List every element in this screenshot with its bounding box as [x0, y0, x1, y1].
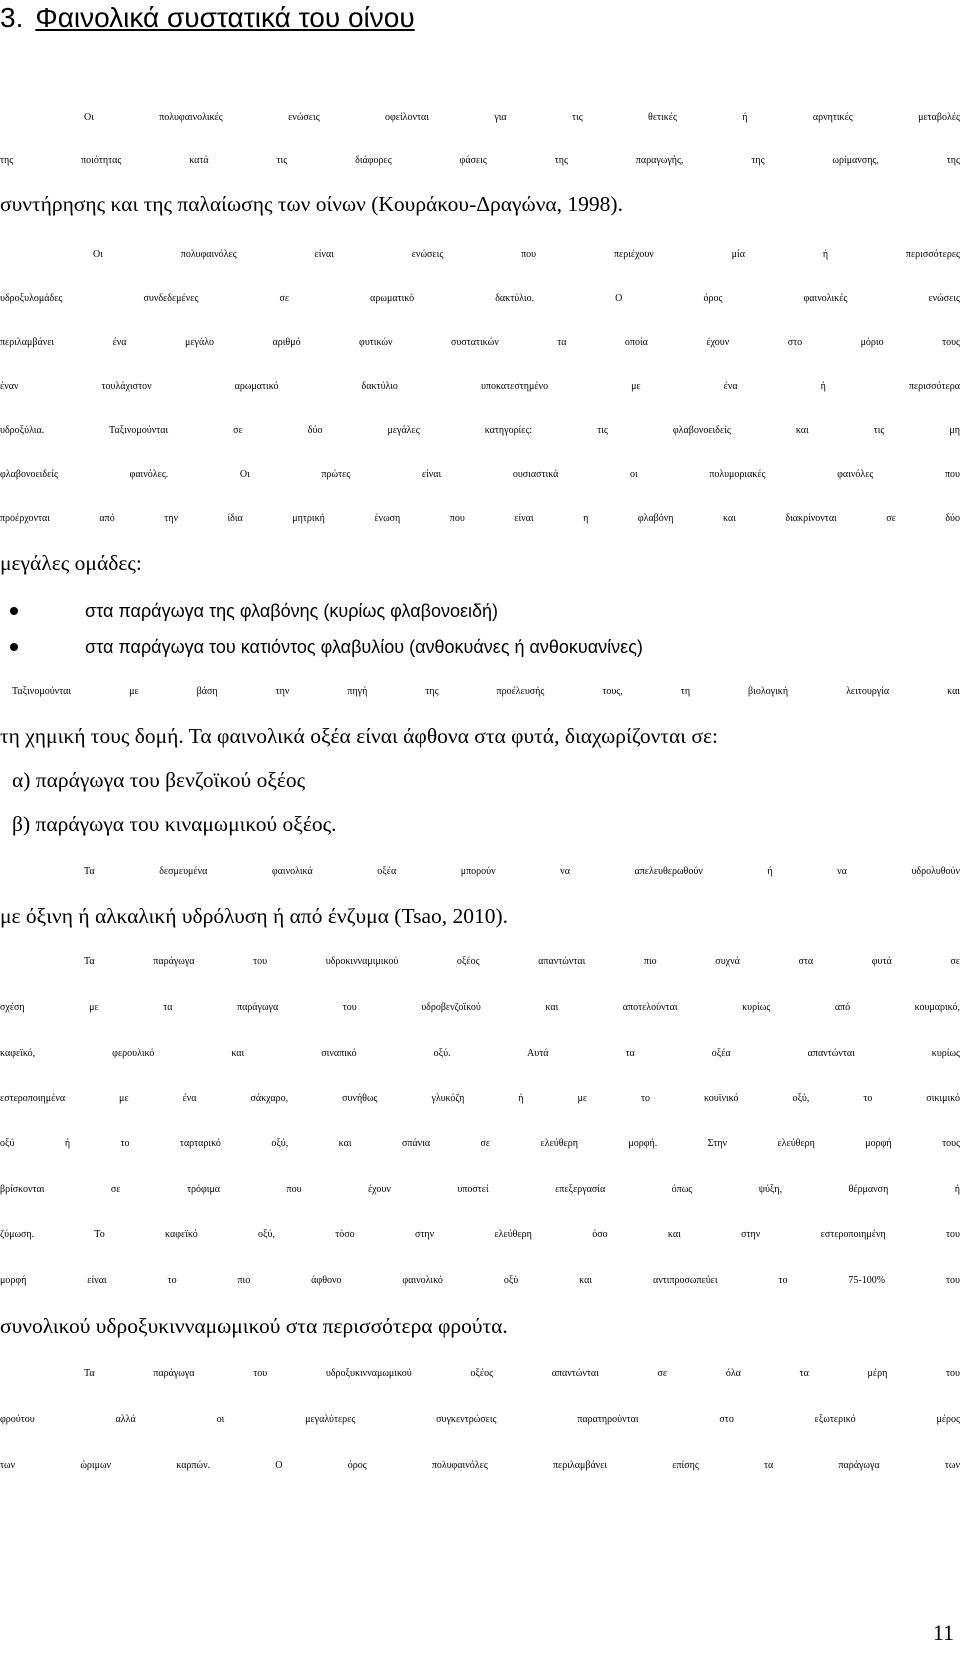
paragraph-line: τη χημική τους δομή. Τα φαινολικά οξέα είναι άφθονα στα φυτά, διαχωρίζονται σε:	[0, 724, 718, 748]
paragraph-line: φλαβονοειδείς φαινόλες. Οι πρώτες είναι ουσιαστικά οι πολυμοριακές φαινόλες που	[0, 469, 960, 480]
paragraph-line: συνολικού υδροξυκινναμωμικού στα περισσότερα φρούτα.	[0, 1314, 508, 1338]
bullet-dot-icon	[10, 643, 18, 651]
paragraph-line: της ποιότητας κατά τις διάφορες φάσεις της παραγωγής, της ωρίμανσης, της	[0, 155, 960, 166]
paragraph-line: α) παράγωγα του βενζοϊκού οξέος	[12, 768, 306, 792]
paragraph-line: Τα παράγωγα του υδροκινναμιμικού οξέος απαντώνται πιο συχνά στα φυτά σε	[84, 956, 960, 967]
paragraph-line: βρίσκονται σε τρόφιμα που έχουν υποστεί επεξεργασία όπως ψύξη, θέρμανση ή	[0, 1184, 960, 1195]
paragraph-line: Οι πολυφαινόλες είναι ενώσεις που περιέχουν μία ή περισσότερες	[93, 249, 960, 260]
paragraph-line: υδροξύλια. Ταξινομούνται σε δύο μεγάλες κατηγορίες: τις φλαβονοειδείς και τις μη	[0, 425, 960, 436]
paragraph-line: Οι πολυφαινολικές ενώσεις οφείλονται για τις θετικές ή αρνητικές μεταβολές	[84, 112, 960, 123]
paragraph-line: έναν τουλάχιστον αρωματικό δακτύλιο υποκατεστημένο με ένα ή περισσότερα	[0, 381, 960, 392]
section-number: 3.	[0, 2, 24, 33]
paragraph-line: περιλαμβάνει ένα μεγάλο αριθμό φυτικών συστατικών τα οποία έχουν στο μόριο τους	[0, 337, 960, 348]
paragraph-line: μορφή είναι το πιο άφθονο φαινολικό οξύ και αντιπροσωπεύει το 75-100% του	[0, 1275, 960, 1286]
bullet-text: στα παράγωγα του κατιόντος φλαβυλίου (ανθοκυάνες ή ανθοκυανίνες)	[85, 637, 643, 657]
paragraph-line: με όξινη ή αλκαλική υδρόλυση ή από ένζυμα (Tsao, 2010).	[0, 904, 509, 928]
paragraph-line: συντήρησης και της παλαίωσης των οίνων (Κουράκου-Δραγώνα, 1998).	[0, 192, 623, 216]
paragraph-line: των ώριμων καρπών. Ο όρος πολυφαινόλες περιλαμβάνει επίσης τα παράγωγα των	[0, 1460, 960, 1471]
bullet-item	[0, 596, 960, 626]
paragraph-line: Ταξινομούνται με βάση την πηγή της προέλευσής τους, τη βιολογική λειτουργία και	[12, 686, 960, 697]
paragraph-line: οξύ ή το ταρταρικό οξύ, και σπάνια σε ελεύθερη μορφή. Στην ελεύθερη μορφή τους	[0, 1138, 960, 1149]
paragraph-line: προέρχονται από την ίδια μητρική ένωση που είναι η φλαβόνη και διακρίνονται σε δύο	[0, 513, 960, 524]
bullet-dot-icon	[10, 607, 18, 615]
paragraph-line: υδροξυλομάδες συνδεδεμένες σε αρωματικό δακτύλιο. Ο όρος φαινολικές ενώσεις	[0, 293, 960, 304]
paragraph-line: καφεϊκό, φερουλικό και σιναπικό οξύ. Αυτά τα οξέα απαντώνται κυρίως	[0, 1048, 960, 1059]
paragraph-line: β) παράγωγα του κιναμωμικού οξέος.	[12, 812, 337, 836]
paragraph-line: φρούτου αλλά οι μεγαλύτερες συγκεντρώσεις παρατηρούνται στο εξωτερικό μέρος	[0, 1414, 960, 1425]
paragraph-line: εστεροποιημένα με ένα σάκχαρο, συνήθως γλυκόζη ή με το κουϊνικό οξύ, το σικιμικό	[0, 1093, 960, 1104]
paragraph-line: σχέση με τα παράγωγα του υδροβενζοϊκού και αποτελούνται κυρίως από κουμαρικό,	[0, 1002, 960, 1013]
paragraph-line: Τα παράγωγα του υδροξυκινναμωμικού οξέος απαντώνται σε όλα τα μέρη του	[84, 1368, 960, 1379]
page-number: 11	[932, 1620, 954, 1645]
section-heading	[0, 0, 415, 36]
paragraph-line: Τα δεσμευμένα φαινολικά οξέα μπορούν να απελευθερωθούν ή να υδρολυθούν	[84, 866, 960, 877]
section-title: Φαινολικά συστατικά του οίνου	[35, 2, 415, 33]
bullet-text: στα παράγωγα της φλαβόνης (κυρίως φλαβονοειδή)	[85, 601, 499, 621]
paragraph-line: μεγάλες ομάδες:	[0, 551, 142, 575]
paragraph-line: ζύμωση. Το καφεϊκό οξύ, τόσο στην ελεύθερη όσο και στην εστεροποιημένη του	[0, 1229, 960, 1240]
bullet-item	[0, 632, 960, 662]
